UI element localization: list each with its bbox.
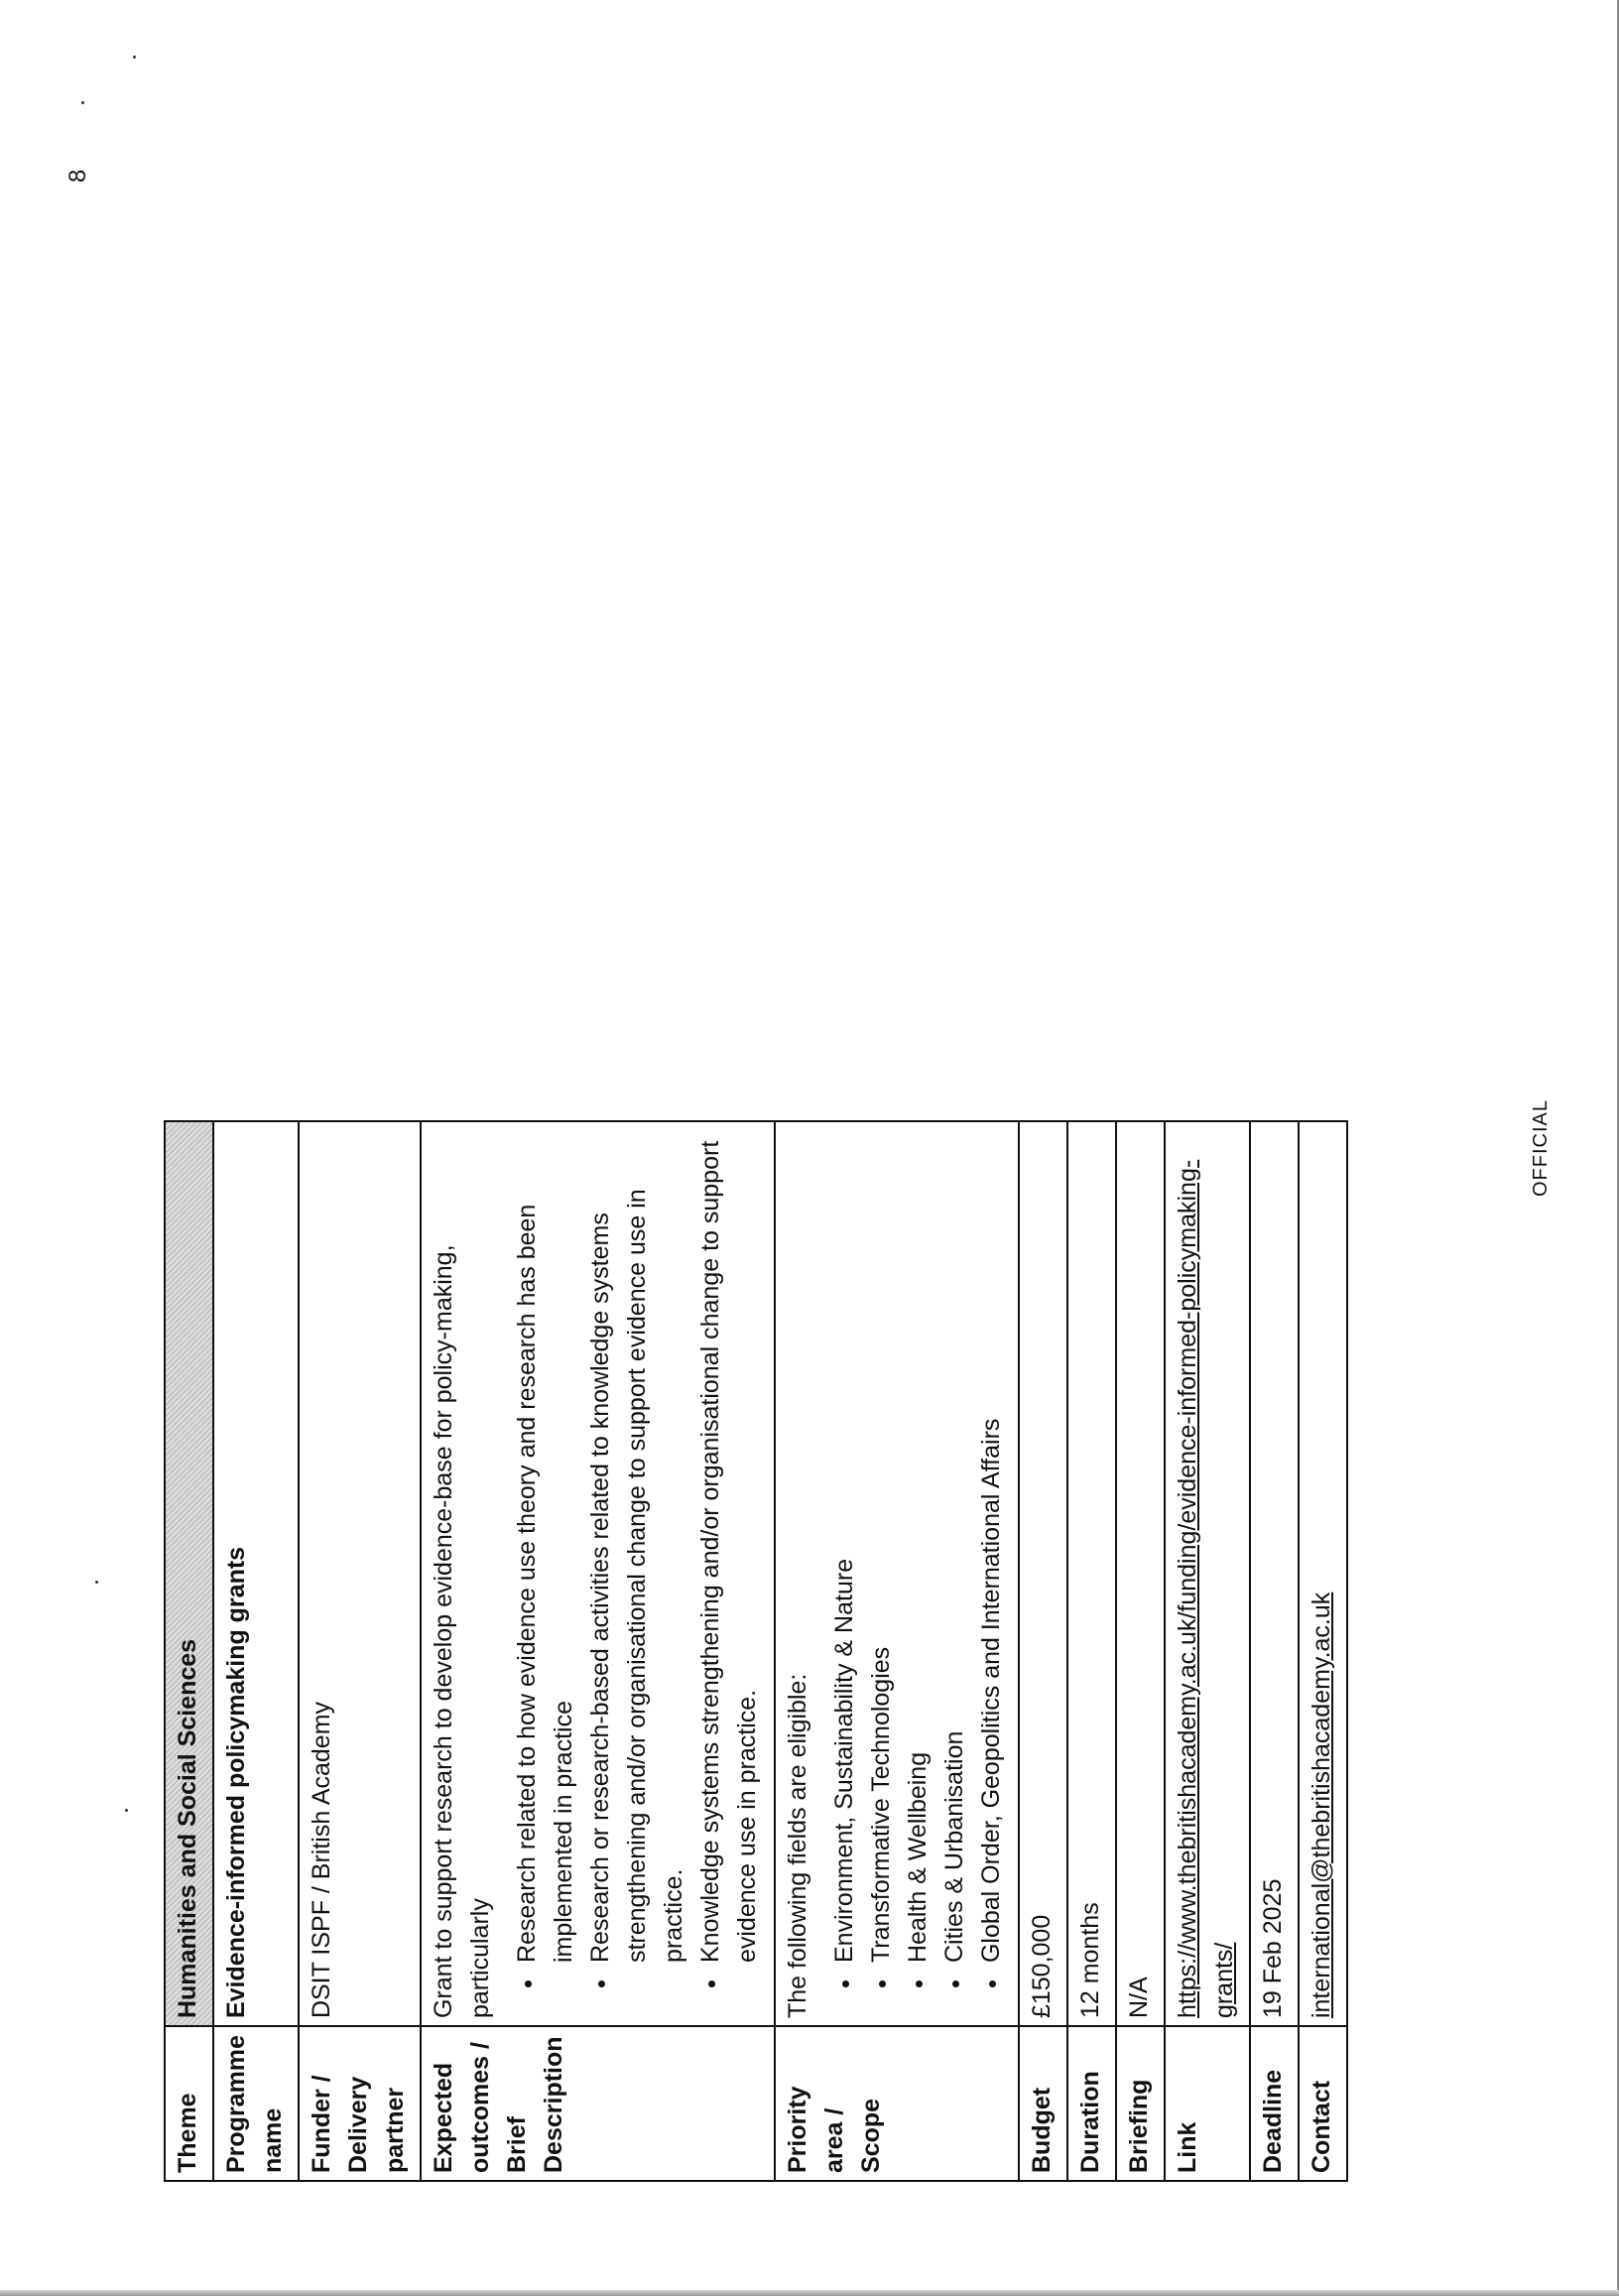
table-row-duration bbox=[1067, 1121, 1116, 2181]
funder-value: DSIT ISPF / British Academy bbox=[299, 1121, 421, 2026]
priority-value-cell bbox=[775, 1121, 1019, 2026]
table-row-programme bbox=[213, 1121, 299, 2181]
programme-label: Programme name bbox=[213, 2026, 299, 2181]
security-marking: OFFICIAL bbox=[1530, 1099, 1552, 1198]
list-item: • Cities & Urbanisation bbox=[936, 1130, 973, 1967]
table-row-briefing bbox=[1116, 1121, 1165, 2181]
outcomes-value-cell bbox=[421, 1121, 775, 2026]
list-item: • Health & Wellbeing bbox=[900, 1130, 936, 1967]
theme-label: Theme bbox=[165, 2026, 213, 2181]
table-row-deadline bbox=[1250, 1121, 1299, 2181]
table-row-link bbox=[1165, 1121, 1250, 2181]
briefing-value: N/A bbox=[1116, 1121, 1165, 2026]
programme-value-cell bbox=[213, 1121, 299, 2026]
contact-label: Contact bbox=[1299, 2026, 1347, 2181]
duration-value: 12 months bbox=[1067, 1121, 1116, 2026]
priority-label: Priority area / Scope bbox=[775, 2026, 1019, 2181]
list-item: • Environment, Sustainability & Nature bbox=[826, 1130, 863, 1967]
table-row-contact bbox=[1299, 1121, 1347, 2181]
funder-label: Funder / Delivery partner bbox=[299, 2026, 421, 2181]
theme-value-cell bbox=[165, 1121, 213, 2026]
table-row-budget bbox=[1019, 1121, 1067, 2181]
outcomes-list bbox=[509, 1130, 766, 2018]
link-label: Link bbox=[1165, 2026, 1250, 2181]
contact-email-link[interactable]: international@thebritishacademy.ac.uk bbox=[1308, 1592, 1335, 2019]
table-row-priority bbox=[775, 1121, 1019, 2181]
priority-list bbox=[826, 1130, 1010, 2018]
briefing-label: Briefing bbox=[1116, 2026, 1165, 2181]
deadline-value: 19 Feb 2025 bbox=[1250, 1121, 1299, 2026]
list-item: • Global Order, Geopolitics and International Affairs bbox=[973, 1130, 1010, 1967]
table-row-theme bbox=[165, 1121, 213, 2181]
theme-value: Humanities and Social Sciences bbox=[174, 1638, 201, 2019]
list-item: • Research related to how evidence use theory and research has been implemented in practice bbox=[509, 1130, 582, 1967]
deadline-label: Deadline bbox=[1250, 2026, 1299, 2181]
contact-value-cell bbox=[1299, 1121, 1347, 2026]
table-row-outcomes bbox=[421, 1121, 775, 2181]
budget-label: Budget bbox=[1019, 2026, 1067, 2181]
priority-intro: The following fields are eligible: bbox=[784, 1673, 811, 2019]
link-value-cell bbox=[1165, 1121, 1250, 2026]
programme-table bbox=[164, 1120, 1348, 2182]
duration-label: Duration bbox=[1067, 2026, 1116, 2181]
outcomes-intro: Grant to support research to develop evidence-base for policy-making, particularly bbox=[430, 1244, 494, 2019]
list-item: • Knowledge systems strengthening and/or organisational change to support evidence use in practice. bbox=[692, 1130, 766, 1967]
table-row-funder bbox=[299, 1121, 421, 2181]
budget-value: £150,000 bbox=[1019, 1121, 1067, 2026]
list-item: • Transformative Technologies bbox=[863, 1130, 900, 1967]
programme-value: Evidence-informed policymaking grants bbox=[222, 1546, 250, 2019]
list-item: • Research or research-based activities related to knowledge systems strengthening and/or organisational change to support evidence use in practice. bbox=[582, 1130, 692, 1967]
funding-link[interactable]: https://www.thebritishacademy.ac.uk/funding/evidence-informed-policymaking-grants/ bbox=[1174, 1159, 1238, 2019]
outcomes-label: Expected outcomes / Brief Description bbox=[421, 2026, 775, 2181]
page-number: 8 bbox=[64, 169, 91, 183]
